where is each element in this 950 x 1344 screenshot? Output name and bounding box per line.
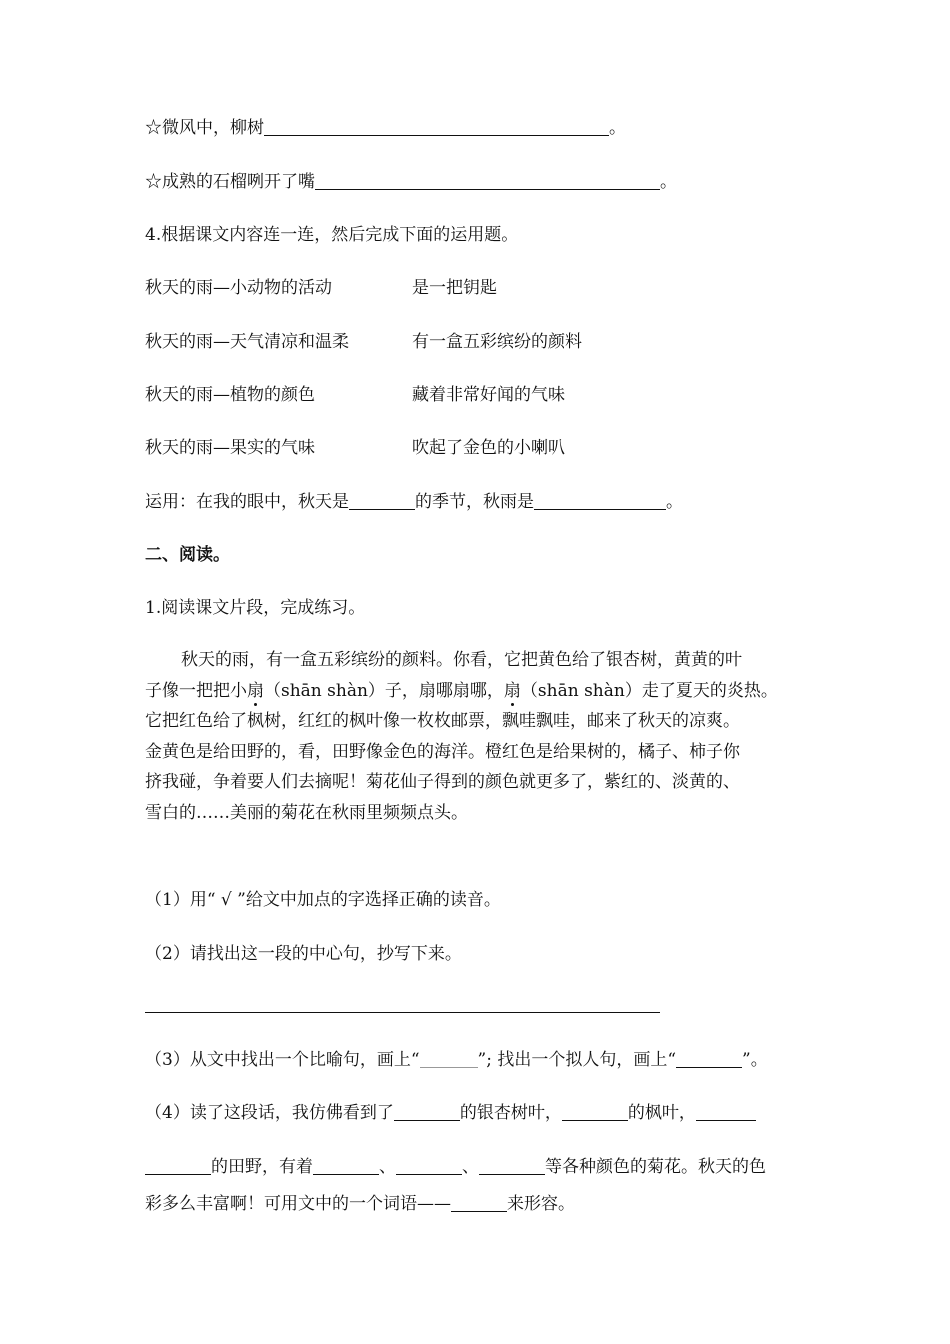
answer-blank[interactable] [420, 1049, 478, 1068]
match-left-3[interactable]: 秋天的雨—植物的颜色 [145, 385, 315, 405]
match-right-2[interactable]: 有一盒五彩缤纷的颜料 [412, 332, 582, 352]
match-right-3[interactable]: 藏着非常好闻的气味 [412, 385, 565, 405]
sub-question-2: （2）请找出这一段的中心句，抄写下来。 [145, 944, 462, 964]
answer-blank[interactable] [451, 1193, 507, 1212]
sub-question-4: （4）读了这段话，我仿佛看到了 的银杏树叶， 的枫叶， [145, 1100, 756, 1126]
answer-blank[interactable] [145, 1156, 211, 1175]
passage-line: 子像一把把小扇（shān shàn）子，扇哪扇哪，扇（shān shàn）走了夏天的炎热。 [145, 680, 778, 701]
sub-question-1: （1）用“ √ ”给文中加点的字选择正确的读音。 [145, 890, 501, 910]
answer-blank[interactable] [315, 171, 660, 190]
answer-blank[interactable] [479, 1156, 545, 1175]
passage-line: 挤我碰，争着要人们去摘呢！菊花仙子得到的颜色就更多了，紫红的、淡黄的、 [145, 772, 740, 792]
answer-blank[interactable] [562, 1102, 628, 1121]
answer-blank[interactable] [264, 117, 609, 136]
answer-blank[interactable] [696, 1102, 756, 1121]
match-left-1[interactable]: 秋天的雨—小动物的活动 [145, 278, 332, 298]
q4-application: 运用：在我的眼中，秋天是 的季节，秋雨是 。 [145, 492, 683, 512]
dotted-char: 扇 [247, 680, 264, 701]
q4-prompt: 4.根据课文内容连一连，然后完成下面的运用题。 [145, 225, 519, 245]
sub-question-4-cont: 的田野，有着 、 、 等各种颜色的菊花。秋天的色 [145, 1154, 766, 1180]
reading-passage [145, 645, 810, 828]
passage-line: 金黄色是给田野的，看，田野像金色的海洋。橙红色是给果树的，橘子、柿子你 [145, 741, 740, 762]
dotted-char: 扇 [503, 680, 521, 701]
answer-blank[interactable] [394, 1102, 460, 1121]
passage-line: 秋天的雨，有一盒五彩缤纷的颜料。你看，它把黄色给了银杏树，黄黄的叶 [181, 650, 742, 670]
reading-instruction: 1.阅读课文片段，完成练习。 [145, 598, 366, 618]
sub-question-3: （3）从文中找出一个比喻句，画上“ ”; 找出一个拟人句，画上“ ”。 [145, 1050, 768, 1070]
match-right-4[interactable]: 吹起了金色的小喇叭 [412, 438, 565, 458]
match-right-1[interactable]: 是一把钥匙 [412, 278, 497, 298]
answer-blank[interactable] [676, 1049, 742, 1068]
match-left-4[interactable]: 秋天的雨—果实的气味 [145, 438, 315, 458]
match-left-2[interactable]: 秋天的雨—天气清凉和温柔 [145, 332, 349, 352]
answer-line[interactable] [145, 1012, 660, 1013]
answer-blank[interactable] [313, 1156, 379, 1175]
sub-question-4-end: 彩多么丰富啊！可用文中的一个词语—— 来形容。 [145, 1194, 575, 1214]
q3-item-willow: ☆微风中，柳树 。 [145, 118, 626, 138]
answer-blank[interactable] [396, 1156, 462, 1175]
answer-blank[interactable] [349, 491, 415, 510]
section-title: 二、阅读。 [145, 545, 230, 565]
q3-item-pomegranate: ☆成熟的石榴咧开了嘴 。 [145, 172, 677, 192]
passage-line: 雪白的……美丽的菊花在秋雨里频频点头。 [145, 802, 468, 823]
answer-blank[interactable] [534, 491, 666, 510]
passage-line: 它把红色给了枫树，红红的枫叶像一枚枚邮票，飘哇飘哇，邮来了秋天的凉爽。 [145, 711, 740, 731]
